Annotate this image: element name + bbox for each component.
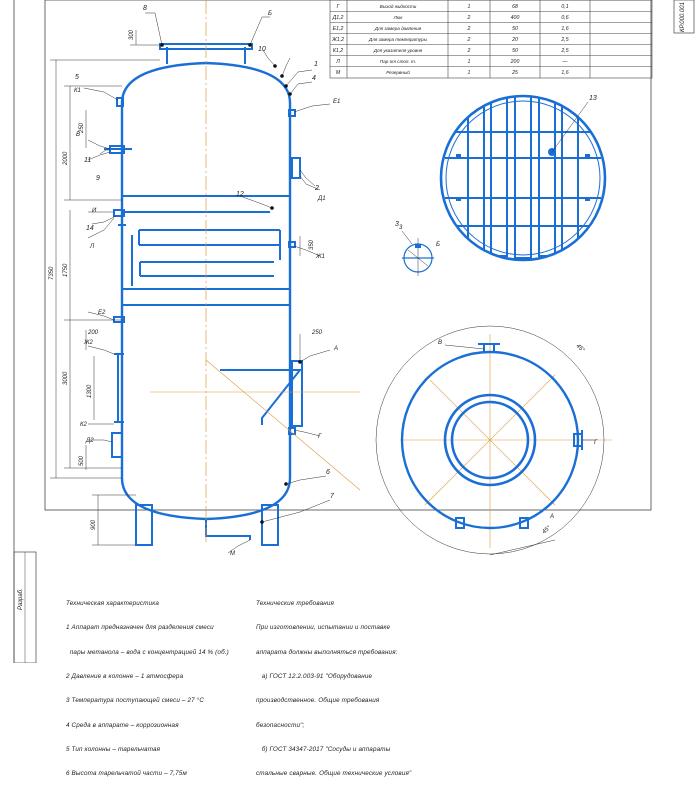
nozzle-cell-pn: 1,6 xyxy=(561,70,569,76)
mark-a: А xyxy=(334,346,339,352)
nozzle-cell-qty: 2 xyxy=(467,15,471,21)
nozzle-table-rows xyxy=(330,4,652,76)
left-dimension-lines xyxy=(50,30,300,545)
characteristics-line-6: 5 Тип колонны – тарельчатая xyxy=(66,745,161,753)
dim-small-200: 200 xyxy=(88,330,99,336)
callout-1: 1 xyxy=(314,61,318,68)
mark-k2: К2 xyxy=(80,422,87,428)
mark-m: М xyxy=(230,551,235,557)
mark-zh1: Ж1 xyxy=(316,254,325,260)
nozzle-cell-qty: 2 xyxy=(467,26,471,32)
nozzle-cell-mark: Е1,2 xyxy=(332,26,344,32)
technical-requirements xyxy=(256,584,411,786)
callout-10: 10 xyxy=(258,46,266,53)
nozzle-cell-mark: К1,2 xyxy=(332,48,344,54)
angle-bottom: 45° xyxy=(541,525,553,536)
doc-code: КР.000.001 xyxy=(680,2,686,32)
mark-b-top: Б xyxy=(268,11,272,17)
requirements-line-2: аппарата должны выполняться требования: xyxy=(256,648,398,656)
side-nozzles xyxy=(104,98,302,457)
dim-hatch-upper: 250 xyxy=(79,122,85,133)
nozzle-cell-dn: 50 xyxy=(512,26,518,32)
dimension-labels xyxy=(49,29,323,530)
nozzle-cell-name: Пар от стоп. т. xyxy=(379,59,417,64)
callout-numbers xyxy=(75,5,597,500)
mark-zh2: Ж2 xyxy=(84,340,93,346)
nozzle-cell-mark: Г xyxy=(336,4,340,10)
mark-d1: Д1 xyxy=(318,196,326,202)
nozzle-cell-mark: М xyxy=(335,70,341,76)
column-trays xyxy=(118,196,290,305)
feed-axis xyxy=(206,360,360,490)
callout-11: 11 xyxy=(84,157,92,164)
mark-i: И xyxy=(92,208,97,214)
nozzle-cell-qty: 1 xyxy=(467,4,471,10)
nozzle-cell-qty: 1 xyxy=(467,70,471,76)
callout-14: 14 xyxy=(86,225,94,232)
nozzle-cell-name: Резервный xyxy=(386,70,410,75)
nozzle-cell-qty: 2 xyxy=(467,37,471,43)
callout-3: 3 xyxy=(395,221,399,228)
characteristics-line-3: 2 Давление в колонне – 1 атмосфера xyxy=(66,673,184,681)
dim-level-gauge: 1300 xyxy=(87,384,93,398)
dim-lower-section: 3000 xyxy=(63,371,69,385)
nozzle-cell-pn: 0,6 xyxy=(561,15,569,21)
dim-support: 900 xyxy=(91,519,97,530)
nozzle-cell-name: Для указателя уровня xyxy=(373,48,423,53)
mark-v: В xyxy=(76,132,81,138)
requirements-line-6: б) ГОСТ 34347-2017 "Сосуды и аппараты xyxy=(256,745,391,753)
detail-b-label: Б xyxy=(436,242,440,248)
dim-total-height: 7350 xyxy=(49,266,55,280)
requirements-line-4: производственное. Общие требования xyxy=(256,697,380,705)
callout-dots xyxy=(160,43,302,524)
nozzle-cell-mark: Ж1,2 xyxy=(332,37,344,43)
detail-b-callout: 3 xyxy=(399,225,403,231)
nozzle-cell-mark: Л xyxy=(336,59,340,65)
inner-frame xyxy=(45,0,651,510)
feed-distributor xyxy=(220,370,300,425)
dim-right-350: 350 xyxy=(309,239,315,250)
nozzle-cell-dn: 20 xyxy=(512,37,518,43)
callout-12: 12 xyxy=(236,191,244,198)
requirements-line-1: При изготовлении, испытании и поставке xyxy=(256,624,391,632)
mark-v-top: В xyxy=(438,340,443,346)
mark-d2: Д2 xyxy=(86,438,94,444)
column-top-view xyxy=(376,326,612,554)
nozzle-cell-name: Выход жидкости xyxy=(379,4,417,9)
nozzle-cell-mark: Д1,2 xyxy=(332,15,344,21)
characteristics-line-7: 6 Высота тарельчатой части – 7,75м xyxy=(66,770,187,778)
dim-middle-section: 1750 xyxy=(63,263,69,277)
nozzle-cell-dn: 200 xyxy=(510,59,520,65)
nozzle-cell-dn: 400 xyxy=(510,15,520,21)
nozzle-cell-pn: 1,6 xyxy=(561,26,569,32)
nozzle-cell-name: Люк xyxy=(393,15,403,20)
tray-plan-view xyxy=(441,96,605,260)
callout-13: 13 xyxy=(589,95,597,102)
nozzle-cell-pn: 2,5 xyxy=(561,37,569,43)
mark-e1: Е1 xyxy=(333,99,341,105)
stamp-label: Разраб. xyxy=(18,588,24,610)
callout-5: 5 xyxy=(75,74,79,81)
bottom-outlet xyxy=(206,520,250,540)
nozzle-cell-dn: 50 xyxy=(512,48,518,54)
requirements-line-3: а) ГОСТ 12.2.003-91 "Оборудование xyxy=(256,673,373,681)
detail-b xyxy=(399,225,440,276)
nozzle-cell-dn: 25 xyxy=(512,70,518,76)
callout-4: 4 xyxy=(312,75,316,82)
mark-k1: К1 xyxy=(74,88,81,94)
technical-characteristics xyxy=(66,584,229,786)
requirements-heading: Технические требования xyxy=(256,600,335,608)
characteristics-line-1: 1 Аппарат предназначен для разделения смеси xyxy=(66,624,214,632)
characteristics-line-2: пары метанола – вода с концентрацией 14 % (об.) xyxy=(66,648,229,656)
callout-9: 9 xyxy=(96,175,100,182)
mark-l: Л xyxy=(90,244,95,250)
requirements-line-7: стальные сварные. Общие технические условия" xyxy=(256,770,412,778)
dim-bottom-hatch: 500 xyxy=(79,455,85,466)
dim-right-250: 250 xyxy=(312,330,323,336)
dim-top-nozzle: 300 xyxy=(129,29,135,40)
nozzle-cell-pn: 2,5 xyxy=(561,48,569,54)
nozzle-cell-dn: 68 xyxy=(512,4,518,10)
nozzle-cell-qty: 2 xyxy=(467,48,471,54)
characteristics-line-4: 3 Температура поступающей смеси – 27 °С xyxy=(66,697,205,705)
callout-2: 2 xyxy=(315,185,319,192)
mark-g: Г xyxy=(318,434,322,440)
callout-7: 7 xyxy=(330,493,334,500)
callout-6: 6 xyxy=(326,469,330,476)
angle-top: 45° xyxy=(574,343,586,354)
nozzle-cell-name: Для замера давления xyxy=(374,26,422,31)
nozzle-letter-marks xyxy=(74,11,340,557)
requirements-line-5: безопасности"; xyxy=(256,721,305,729)
mark-g-top: Г xyxy=(594,440,598,446)
nozzle-cell-qty: 1 xyxy=(467,59,471,65)
characteristics-heading: Техническая характеристика xyxy=(66,600,160,608)
nozzle-cell-pn: — xyxy=(562,59,568,65)
mark-a-top: А xyxy=(550,514,555,520)
dim-upper-section: 2000 xyxy=(63,151,69,165)
callout-8: 8 xyxy=(143,5,147,12)
nozzle-cell-name: Для замера температуры xyxy=(369,37,427,42)
nozzle-cell-pn: 0,1 xyxy=(561,4,569,10)
mark-e2: Е2 xyxy=(98,310,106,316)
characteristics-line-5: 4 Среда в аппарате – коррозионная xyxy=(66,721,179,729)
